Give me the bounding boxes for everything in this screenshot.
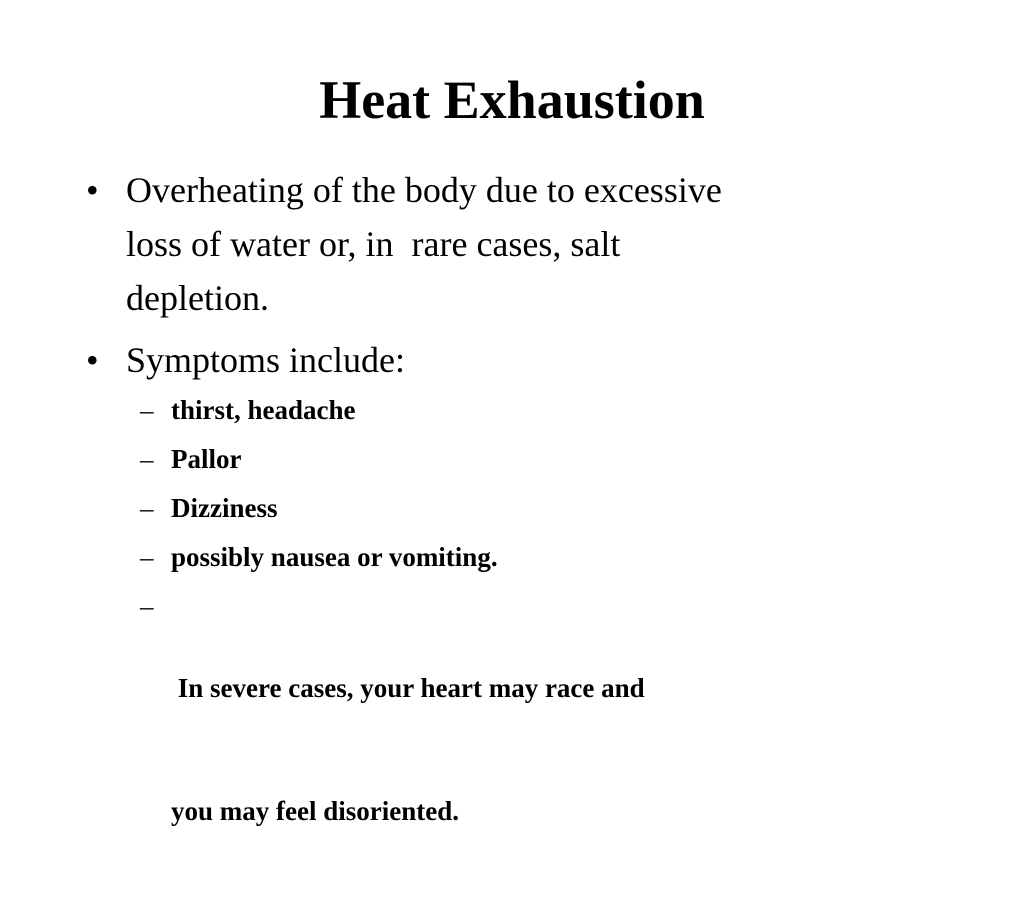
- symptom-text: Pallor: [171, 444, 242, 474]
- bullet-line: Overheating of the body due to excessive: [126, 170, 722, 210]
- symptom-text: thirst, headache: [171, 395, 356, 425]
- bullet-symptoms: [86, 333, 906, 387]
- bullet-text: [126, 163, 906, 325]
- bullet-line: loss of water or, in rare cases, salt: [126, 224, 621, 264]
- bullet-dot-icon: •: [86, 340, 99, 380]
- bullet-definition: [86, 163, 906, 333]
- dash-icon: –: [140, 591, 154, 621]
- symptom-text: Dizziness: [171, 493, 278, 523]
- dash-icon: –: [140, 444, 154, 474]
- severe-note-line: you may feel disoriented.: [171, 796, 459, 826]
- bullet-dot-icon: •: [86, 170, 99, 210]
- bullet-text: Symptoms include:: [126, 340, 405, 380]
- severe-note-line: In severe cases, your heart may race and: [171, 673, 645, 703]
- bullet-line: depletion.: [126, 278, 269, 318]
- dash-icon: –: [140, 542, 154, 572]
- dash-icon: –: [140, 493, 154, 523]
- severe-note-text: [171, 586, 811, 914]
- slide-title: Heat Exhaustion: [319, 70, 705, 130]
- symptom-text: possibly nausea or vomiting.: [171, 542, 498, 572]
- dash-icon: –: [140, 395, 154, 425]
